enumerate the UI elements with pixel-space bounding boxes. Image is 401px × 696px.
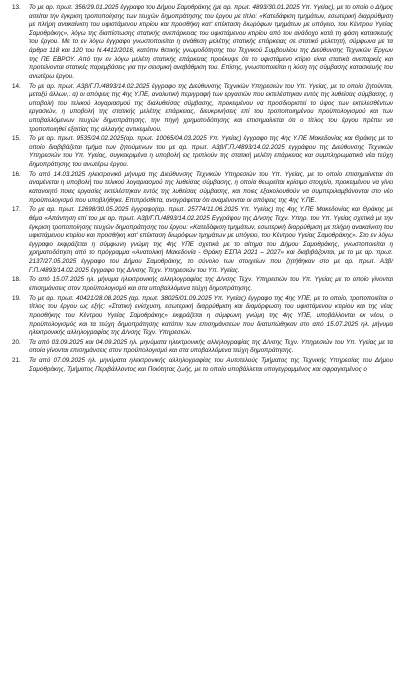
item-number: 13. — [12, 4, 21, 11]
item-text: Τα από 03.09.2025 και 04.09.2025 ηλ. μηνύματα ηλεκτρονικής αλληλογραφίας της Δ/νσης Τεχν. Υπηρεσιών του Υπ. Υγείας με τα οποία γίνονται επισημάνσεις στον προϋπολογισμό και στα υποβαλλόμενα τεύχη δημοπράτησης. — [29, 338, 393, 355]
list-item — [12, 339, 393, 356]
item-number: 16. — [12, 170, 21, 178]
list-item — [12, 135, 393, 169]
item-text: Το με αρ. πρωτ. 40421/28.08.2025 (αρ. πρωτ. 38025/01.09.2025 Υπ. Υγείας) έγγραφο της 4ης ΥΠΕ, με το οποίο, τροποποιείται ο τίτλος του έργου ως εξής: «Στατική ενίσχυση, εσωτερική διαρρύθμιση και διαμόρφωση του υφιστάμενου κτιρίου και της νέας προσθήκης του Κέντρου Υγείας Σαμοθράκης» εκφράζεται η σύμφωνη γνώμη της 4ης ΥΠΕ, υποβάλλονται εκ νέου, ο προϋπολογισμός και τα τεύχη δημοπράτησης κατόπιν των επισημάνσεων που διατυπώθηκαν στο από 15.07.2025 ηλ. μήνυμα ηλεκτρονικής αλληλογραφίας της Δ/νσης Τεχν. Υπηρεσιών. — [29, 294, 393, 337]
list-item — [12, 276, 393, 293]
item-number: 21. — [12, 357, 21, 365]
list-item — [12, 83, 393, 135]
item-text: Το με αρ. πρωτ. 356/29.01.2025 έγγραφο του Δήμου Σαμοθράκης (με αρ. πρωτ. 4893/30.01.2025 Υπ. Υγείας), με το οποίο ο Δήμος αιτείται την έγκριση τροποποίησης των τευχών δημοπράτησης του έργου με τίτλο: «Κατεδάφιση τμημάτων, εσωτερική διαρρύθμιση με πλήρη ανακαίνιση του υφιστάμενου κτιρίου και προσθήκη κατ' επέκταση διωρόφων τμημάτων με υπόγειο, του Κέντρου Υγείας Σαμοθράκης», λόγω της διαπίστωσης στατικής ανεπάρκειας του υφιστάμενου κτιρίου από τον ανάδοχο κατά τη φάση κατασκευής του έργου. Με το εν λόγω έγγραφο γνωστοποιείται η ανάθεση μελέτης στατικής επάρκειας σε στατικό μελετητή, σύμφωνα με τα άρθρα 118 και 120 του Ν.4412/2016, κατόπιν θετικής γνωμοδότησης του Τεχνικού Συμβουλίου της Διεύθυνσης Τεχνικών Έργων της ΠΕ ΕΒΡΟΥ. Από την εν λόγω μελέτη στατικής επάρκειας προέκυψε ότι το υφιστάμενο κτίριο είναι στατικά ανεπαρκές και προτείνονται στατικές παρεμβάσεις για την σεισμική αναβάθμιση του. Επίσης, γνωστοποιείται η λύση της σύμβασης κατασκευής του ανωτέρω έργου. — [29, 4, 393, 80]
list-item — [12, 4, 393, 81]
item-text: Το με αρ. πρωτ. 9535/24.02.2025(αρ. πρωτ. 10065/04.03.2025 Υπ. Υγείας) έγγραφο της 4ης Υ.ΠΕ Μακεδονίας και Θράκης με το οποίο διαβιβάζεται τμήμα των ζητούμενων του με αρ. πρωτ. Α3β/Γ.Π./4893/14.02.2025 εγγράφου της Διεύθυνσης Τεχνικών Υπηρεσιών του Υπ. Υγείας, συγκεκριμένα η υποβολή εις τριπλούν της στατική μελέτη επάρκειας και συμπληρωματικά νέα τεύχη δημοπράτησης του ανωτέρω έργου. — [29, 135, 393, 169]
item-text: Τα από 07.09.2025 ηλ. μηνύματα ηλεκτρονικής αλληλογραφίας του Αυτοτελούς Τμήματος της Τεχνικής Υπηρεσίας του Δήμου Σαμοθράκης, Τμήματος Περιβάλλοντος και Ποιότητας ζωής, με το οποίο υποβάλλεται υπογεγραμμένος και σφραγισμένος ο — [29, 357, 393, 373]
item-number: 18. — [12, 276, 21, 284]
item-number: 15. — [12, 135, 21, 143]
item-text: Το από 15.07.2025 ηλ. μήνυμα ηλεκτρονικής αλληλογραφίας της Δ/νσης Τεχν. Υπηρεσιών του Υπ. Υγείας με το οποίο γίνονται επισημάνσεις στον προϋπολογισμό και στα υποβαλλόμενα τεύχη δημοπράτησης. — [29, 276, 393, 292]
item-text: Το με αρ. πρωτ. 12698/30.05.2025 έγγραφο(αρ. πρωτ. 25774/11.06.2025 Υπ. Υγείας) της 4ης Υ.ΠΕ Μακεδονίας και Θράκης με θέμα «Απάντηση επί του με αρ. πρωτ. Α3β/Γ.Π./4893/14.02.2025 Εγγράφου της Δ/νσης Τεχν. Υπηρ. του Υπ. Υγείας σχετικά με την έγκριση τροποποίησης τευχών δημοπράτησης του έργου: «Κατεδάφιση τμημάτων, εσωτερική διαρρύθμιση με πλήρη ανακαίνιση του υφιστάμενου κτιρίου και προσθήκη κατ' επέκταση διωρόφων τμημάτων με υπόγειο, του Κέντρου Υγείας Σαμοθράκης». Στο εν λόγω έγγραφο εκφράζεται η σύμφωνη γνώμη της 4ης ΥΠΕ σχετικά με το αίτημα του Δήμου Σαμοθράκης, γνωστοποιείται η χρηματοδότηση από το πρόγραμμα «Ανατολική Μακεδονία - Θράκη ΕΣΠΑ 2021 – 2027» και διαβιβάζονται, με το με αρ. πρωτ. 2137/27.05.2025 έγγραφο του Δήμου Σαμοθράκης, το σύνολο των στοιχείων που ζητήθηκαν στο με αρ. πρωτ. Α3β/ Γ.Π./4893/14.02.2025 έγγραφο της Δ/νσης Τεχν. Υπηρεσιών του Υπ. Υγείας. — [29, 206, 393, 274]
item-number: 17. — [12, 206, 21, 214]
item-number: 20. — [12, 338, 21, 346]
item-text: Το από 14.03.2025 ηλεκτρονικό μήνυμα της Διεύθυνσης Τεχνικών Υπηρεσιών του Υπ. Υγείας, με το οποίο επισημαίνεται ότι αναμένεται η υποβολή του τελικού λογαριασμού της λυθείσας σύμβασης, η οποία θεωρείται κρίσιμο στοιχείο, προκειμένου να γίνει κατανοητό ποιες εργασίες εκτελέστηκαν εντός της λυθείσας σύμβασης, και ποιες εξακολουθούν να συμπεριλαμβάνονται στο νέο προϋπολογισμό που υποβλήθηκε. Επιπρόσθετα, αναγράφεται ότι αναμένονται οι απόψεις της 4ης Υ.ΠΕ. — [29, 170, 393, 204]
item-text: Το με αρ. πρωτ. Α3β/Γ.Π./4893/14.02.2025 έγγραφο της Διεύθυνσης Τεχνικών Υπηρεσιών του Υπ. Υγείας, με το οποίο ζητούνται, μεταξύ άλλων,: α) οι απόψεις της 4ης Υ.ΠΕ, αναλυτική περιγραφή των εργασιών που εκτελέστηκαν εντός της λυθείσας σύμβασης, η υποβολή του τελικού λογαριασμού της διαλυθείσας σύμβασης, προκειμένου να προσδιοριστεί το ύψος των εκτελεσθέντων εργασιών, η υποβολή της στατικής μελέτης επάρκειας, διευκρινήσεις επί του τροποποιημένου προϋπολογισμού και των υποβαλλόμενων τευχών δημοπράτησης, την πηγή χρηματοδότησης και επισημαίνεται ότι ο τίτλος του έργου πρέπει να τροποποιηθεί εξαιτίας της αλλαγής αντικειμένου. — [29, 82, 393, 133]
item-number: 19. — [12, 294, 21, 302]
list-item — [12, 295, 393, 338]
list-item — [12, 171, 393, 205]
list-item — [12, 357, 393, 374]
list-item — [12, 206, 393, 275]
item-number: 14. — [12, 82, 21, 90]
